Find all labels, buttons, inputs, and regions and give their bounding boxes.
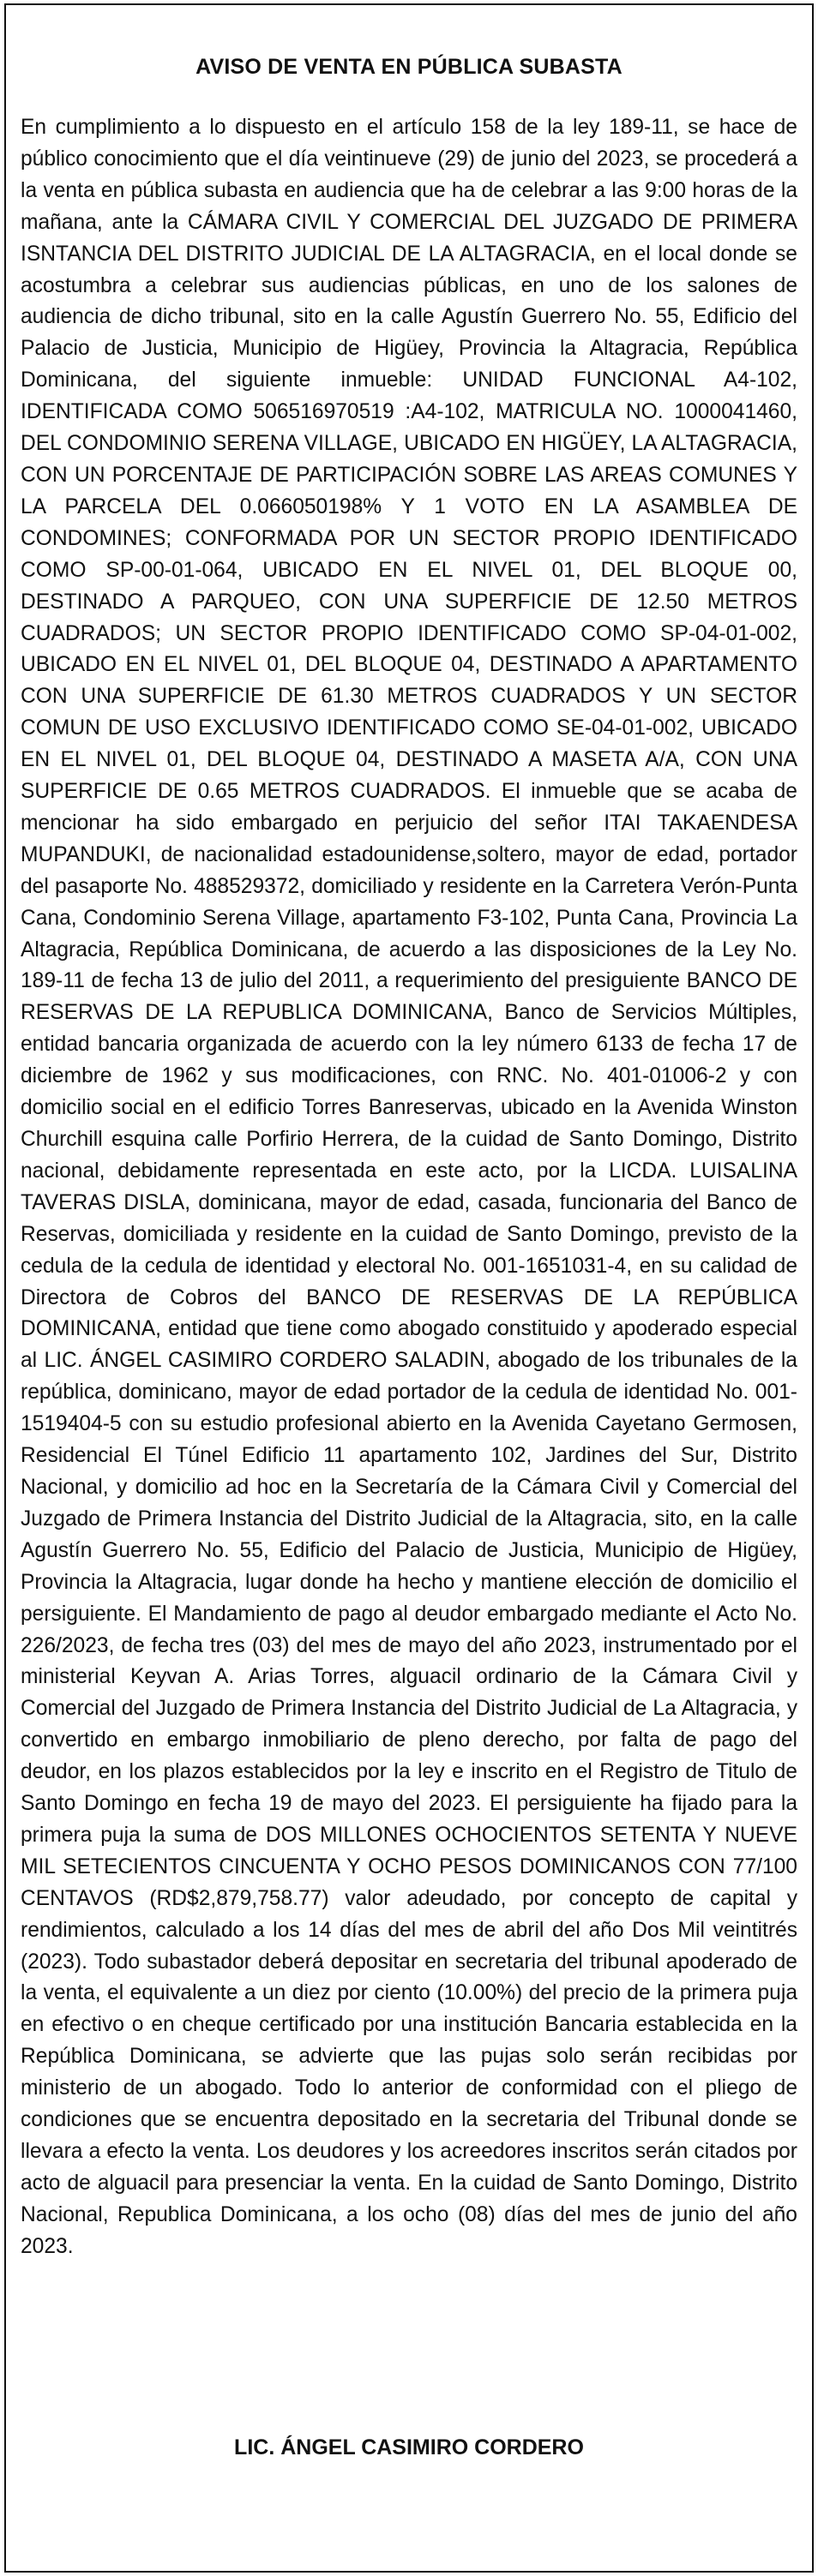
legal-notice <box>4 3 814 2573</box>
notice-body: En cumplimiento a lo dispuesto en el artículo 158 de la ley 189-11, se hace de público conocimiento que el día veintinueve (29) de junio del 2023, se procederá a la venta en pública subasta en audiencia que ha de celebrar a las 9:00 horas de la mañana, ante la CÁMARA CIVIL Y COMERCIAL DEL JUZGADO DE PRIMERA ISNTANCIA DEL DISTRITO JUDICIAL DE LA ALTAGRACIA, en el local donde se acostumbra a celebrar sus audiencias públicas, en uno de los salones de audiencia de dicho tribunal, sito en la calle Agustín Guerrero No. 55, Edificio del Palacio de Justicia, Municipio de Higüey, Provincia la Altagracia, República Dominicana, del siguiente inmueble: UNIDAD FUNCIONAL A4-102, IDENTIFICADA COMO 506516970519 :A4-102, MATRICULA NO. 1000041460, DEL CONDOMINIO SERENA VILLAGE, UBICADO EN HIGÜEY, LA ALTAGRACIA, CON UN PORCENTAJE DE PARTICIPACIÓN SOBRE LAS AREAS COMUNES Y LA PARCELA DEL 0.066050198% Y 1 VOTO EN LA ASAMBLEA DE CONDOMINES; CONFORMADA POR UN SECTOR PROPIO IDENTIFICADO COMO SP-00-01-064, UBICADO EN EL NIVEL 01, DEL BLOQUE 00, DESTINADO A PARQUEO, CON UNA SUPERFICIE DE 12.50 METROS CUADRADOS; UN SECTOR PROPIO IDENTIFICADO COMO SP-04-01-002, UBICADO EN EL NIVEL 01, DEL BLOQUE 04, DESTINADO A APARTAMENTO CON UNA SUPERFICIE DE 61.30 METROS CUADRADOS Y UN SECTOR COMUN DE USO EXCLUSIVO IDENTIFICADO COMO SE-04-01-002, UBICADO EN EL NIVEL 01, DEL BLOQUE 04, DESTINADO A MASETA A/A, CON UNA SUPERFICIE DE 0.65 METROS CUADRADOS. El inmueble que se acaba de mencionar ha sido embargado en perjuicio del señor ITAI TAKAENDESA MUPANDUKI, de nacionalidad estadounidense,soltero, mayor de edad, portador del pasaporte No. 488529372, domiciliado y residente en la Carretera Verón-Punta Cana, Condominio Serena Village, apartamento F3-102, Punta Cana, Provincia La Altagracia, República Dominicana, de acuerdo a las disposiciones de la Ley No. 189-11 de fecha 13 de julio del 2011, a requerimiento del presiguiente BANCO DE RESERVAS DE LA REPUBLICA DOMINICANA, Banco de Servicios Múltiples, entidad bancaria organizada de acuerdo con la ley número 6133 de fecha 17 de diciembre de 1962 y sus modificaciones, con RNC. No. 401-01006-2 y con domicilio social en el edificio Torres Banreservas, ubicado en la Avenida Winston Churchill esquina calle Porfirio Herrera, de la cuidad de Santo Domingo, Distrito nacional, debidamente representada en este acto, por la LICDA. LUISALINA TAVERAS DISLA, dominicana, mayor de edad, casada, funcionaria del Banco de Reservas, domiciliada y residente en la cuidad de Santo Domingo, previsto de la cedula de la cedula de identidad y electoral No. 001-1651031-4, en su calidad de Directora de Cobros del BANCO DE RESERVAS DE LA REPÚBLICA DOMINICANA, entidad que tiene como abogado constituido y apoderado especial al LIC. ÁNGEL CASIMIRO CORDERO SALADIN, abogado de los tribunales de la república, dominicano, mayor de edad portador de la cedula de identidad No. 001-1519404-5 con su estudio profesional abierto en la Avenida Cayetano Germosen, Residencial El Túnel Edificio 11 apartamento 102, Jardines del Sur, Distrito Nacional, y domicilio ad hoc en la Secretaría de la Cámara Civil y Comercial del Juzgado de Primera Instancia del Distrito Judicial de la Altagracia, sito, en la calle Agustín Guerrero No. 55, Edificio del Palacio de Justicia, Municipio de Higüey, Provincia la Altagracia, lugar donde ha hecho y mantiene elección de domicilio el persiguiente. El Mandamiento de pago al deudor embargado mediante el Acto No. 226/2023, de fecha tres (03) del mes de mayo del año 2023, instrumentado por el ministerial Keyvan A. Arias Torres, alguacil ordinario de la Cámara Civil y Comercial del Juzgado de Primera Instancia del Distrito Judicial de La Altagracia, y convertido en embargo inmobiliario de pleno derecho, por falta de pago del deudor, en los plazos establecidos por la ley e inscrito en el Registro de Titulo de Santo Domingo en fecha 19 de mayo del 2023. El persiguiente ha fijado para la primera puja la suma de DOS MILLONES OCHOCIENTOS SETENTA Y NUEVE MIL SETECIENTOS CINCUENTA Y OCHO PESOS DOMINICANOS CON 77/100 CENTAVOS (RD$2,879,758.77) valor adeudado, por concepto de capital y rendimientos, calculado a los 14 días del mes de abril del año Dos Mil veintitrés (2023). Todo subastador deberá depositar en secretaria del tribunal apoderado de la venta, el equivalente a un diez por ciento (10.00%) del precio de la primera puja en efectivo o en cheque certificado por una institución Bancaria establecida en la República Dominicana, se advierte que las pujas solo serán recibidas por ministerio de un abogado. Todo lo anterior de conformidad con el pliego de condiciones que se encuentra depositado en la secretaria del Tribunal donde se llevara a efecto la venta. Los deudores y los acreedores inscritos serán citados por acto de alguacil para presenciar la venta. En la cuidad de Santo Domingo, Distrito Nacional, Republica Dominicana, a los ocho (08) días del mes de junio del año 2023. <box>21 116 797 2258</box>
notice-signature: LIC. ÁNGEL CASIMIRO CORDERO <box>234 2435 584 2459</box>
notice-title: AVISO DE VENTA EN PÚBLICA SUBASTA <box>195 55 623 79</box>
